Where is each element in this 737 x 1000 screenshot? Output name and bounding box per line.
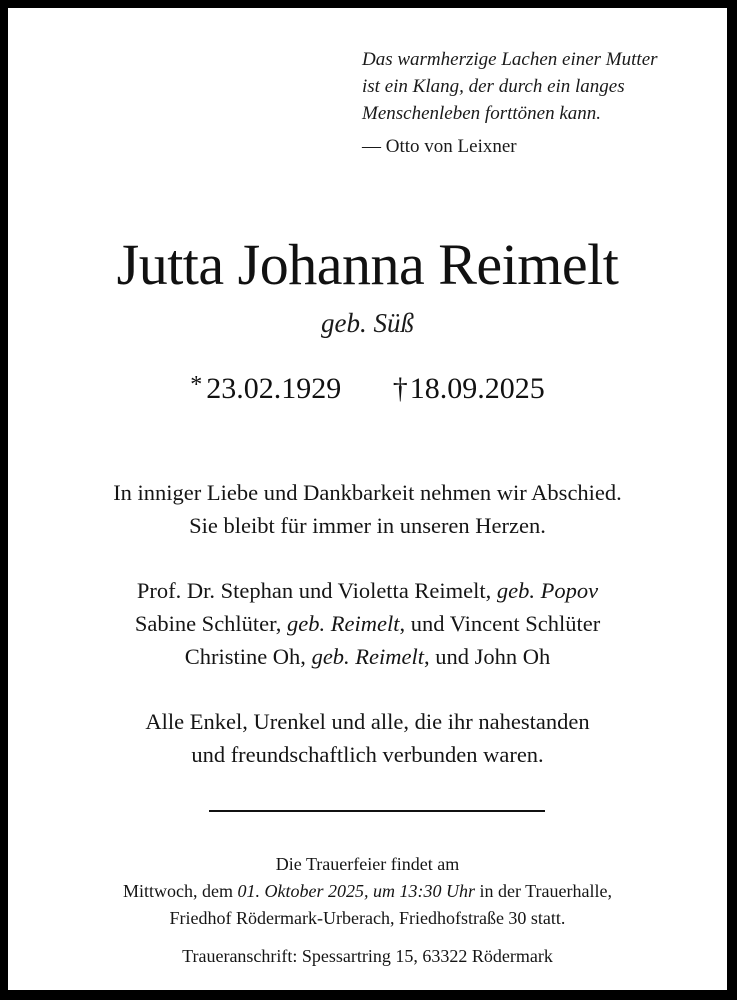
extended-line: Alle Enkel, Urenkel und alle, die ihr nahestanden <box>145 709 590 734</box>
deceased-name: Jutta Johanna Reimelt <box>116 232 619 297</box>
epigraph-quote <box>362 46 732 127</box>
mourners-list <box>8 574 727 673</box>
quote-line: ist ein Klang, der durch ein langes <box>362 76 625 97</box>
mourner-entry <box>8 574 727 607</box>
quote-line: Das warmherzige Lachen einer Mutter <box>362 49 658 70</box>
mourner-name: Sabine Schlüter, <box>134 611 282 636</box>
mourner-entry <box>8 640 727 673</box>
birth-date-group <box>190 372 341 406</box>
birth-star-icon: * <box>190 372 203 398</box>
ceremony-day: Mittwoch, dem <box>123 881 234 901</box>
farewell-text <box>8 476 727 542</box>
ceremony-line <box>8 878 727 905</box>
mourner-maiden-name: geb. Reimelt <box>311 644 425 669</box>
ceremony-line: Friedhof Rödermark-Urberach, Friedhofstraße 30 statt. <box>169 908 566 928</box>
farewell-line: Sie bleibt für immer in unseren Herzen. <box>189 513 546 538</box>
quote-line: Menschenleben forttönen kann. <box>362 103 602 124</box>
mourner-suffix: , und Vincent Schlüter <box>399 611 601 636</box>
mourner-entry <box>8 607 727 640</box>
ceremony-line: Die Trauerfeier findet am <box>275 854 460 874</box>
ceremony-datetime: 01. Oktober 2025, um 13:30 Uhr <box>237 881 475 901</box>
divider-rule <box>209 810 545 812</box>
mourning-address: Traueranschrift: Spessartring 15, 63322 Rödermark <box>182 946 553 966</box>
quote-author: — Otto von Leixner <box>362 136 517 157</box>
death-date: 18.09.2025 <box>409 372 545 405</box>
mourner-suffix: , und John Oh <box>424 644 551 669</box>
mourner-name: Prof. Dr. Stephan und Violetta Reimelt, <box>136 578 492 603</box>
farewell-line: In inniger Liebe und Dankbarkeit nehmen wir Abschied. <box>113 480 622 505</box>
life-dates <box>8 372 727 406</box>
birth-date: 23.02.1929 <box>206 372 342 405</box>
maiden-name: geb. Süß <box>321 308 414 338</box>
ceremony-venue: in der Trauerhalle, <box>479 881 612 901</box>
mourner-maiden-name: geb. Popov <box>496 578 599 603</box>
ceremony-info <box>8 851 727 932</box>
extended-family-text <box>8 705 727 771</box>
extended-line: und freundschaftlich verbunden waren. <box>191 742 544 767</box>
mourner-maiden-name: geb. Reimelt <box>287 611 400 636</box>
death-cross-icon: † <box>392 372 408 405</box>
mourner-name: Christine Oh, <box>184 644 306 669</box>
death-date-group <box>393 372 545 405</box>
